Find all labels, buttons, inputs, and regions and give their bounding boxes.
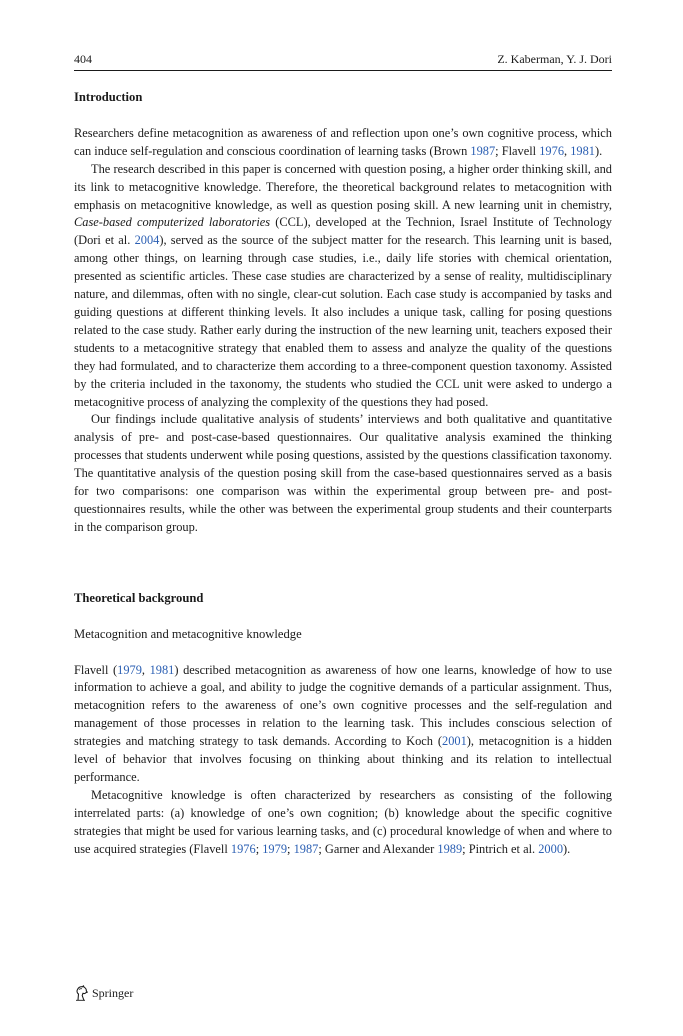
theory-paragraph-2 bbox=[74, 787, 612, 859]
citation-link[interactable]: 1989 bbox=[437, 841, 463, 856]
intro-paragraph-3 bbox=[74, 411, 612, 536]
text-run: ) described metacognition as awareness of how one learns, knowledge of how to use information to achieve a goal, and ability to judge the cognitive demands of a particular assignment. Thus, metacognition refers to the awareness of one’s own cognitive processes and the self-regulation and management of those processes in relation to the learning task. This includes conscious selection of strategies and matching strategy to task demands. According to Koch ( bbox=[74, 662, 613, 749]
citation-link[interactable]: 1976 bbox=[230, 841, 256, 856]
section-heading-theoretical-background: Theoretical background bbox=[74, 590, 204, 605]
intro-paragraph-1 bbox=[74, 125, 612, 161]
text-run: Our findings include qualitative analysis of students’ interviews and both qualitative and quantitative analysis of pre- and post-case-based questionnaires. Our qualitative analysis examined the thinking processes that students underwent while posing questions, assisted by the questions classification taxonomy. The quantitative analysis of the question posing skill from the case-based questionnaires served as a basis for two comparisons: one comparison was within the experimental group between pre- and post-questionnaires results, while the other was between the experimental group students and their counterparts in the comparison group. bbox=[74, 412, 612, 534]
text-run: ; Pintrich et al. bbox=[462, 841, 539, 856]
springer-horse-logo-icon bbox=[74, 985, 89, 1001]
text-run: ). bbox=[595, 143, 603, 158]
text-run: ; Garner and Alexander bbox=[318, 841, 438, 856]
subsection-heading-metacognition: Metacognition and metacognitive knowledge bbox=[74, 626, 302, 641]
text-run: Researchers define metacognition as awareness of and reflection upon one’s own cognitive process, which can induce self-regulation and conscious coordination of learning tasks (Brown bbox=[74, 125, 612, 158]
intro-paragraph-2 bbox=[74, 161, 612, 412]
text-run: Metacognitive knowledge is often characterized by researchers as consisting of the following interrelated parts: (a) knowledge of one’s own cognition; (b) knowledge about the specific cognitive strategies that might be used for various learning tasks, and (c) procedural knowledge of when and where to use acquired strategies (Flavell bbox=[74, 787, 612, 856]
citation-link[interactable]: 2001 bbox=[442, 734, 467, 749]
running-head bbox=[74, 52, 612, 70]
section-heading-introduction: Introduction bbox=[74, 90, 143, 104]
citation-link[interactable]: 1979 bbox=[117, 662, 142, 677]
citation-link[interactable]: 1981 bbox=[149, 662, 175, 677]
page-number: 404 bbox=[74, 52, 92, 66]
text-run: ), served as the source of the subject matter for the research. This learning unit is based, among other things, on learning through case studies, i.e., daily life stories with chemical orientation, presented as scientific articles. These case studies are characterized by a sense of reality, multidisciplinary nature, and dilemmas, often with no single, clear-cut solution. Each case study is accompanied by tasks and guiding questions at different thinking levels. It also includes a unique task, calling for posing questions related to the case study. Rather early during the instruction of the new learning unit, teachers exposed their students to a metacognitive strategy that enabled them to assess and analyze the quality of the questions they had formulated, and to characterize them according to a three-component question taxonomy. Assisted by the criteria included in the taxonomy, the students who studied the CCL unit were asked to undergo a metacognitive process of analyzing the complexity of the questions they had posed. bbox=[74, 233, 612, 409]
italic-term: Case-based computerized laboratories bbox=[74, 215, 271, 230]
citation-link[interactable]: 1981 bbox=[570, 143, 595, 158]
citation-link[interactable]: 2000 bbox=[538, 841, 564, 856]
publisher-name: Springer bbox=[92, 985, 134, 1000]
running-head-authors: Z. Kaberman, Y. J. Dori bbox=[497, 52, 612, 66]
text-run: (CCL), developed at the Technion, Israel Institute of Technology (Dori et al. bbox=[74, 215, 612, 248]
article-body bbox=[74, 89, 612, 859]
citation-link[interactable]: 1976 bbox=[539, 143, 565, 158]
text-run: ), metacognition is a hidden level of behavior that involves focusing on thinking about thinking and its relation to intellectual performance. bbox=[74, 734, 612, 784]
text-run: Flavell ( bbox=[74, 662, 118, 677]
text-run: The research described in this paper is concerned with question posing, a higher order thinking skill, and its link to metacognitive knowledge. Therefore, the theoretical background relates to metacognition with emphasis on metacognitive knowledge, as well as question posing skill. A new learning unit in chemistry, bbox=[74, 161, 612, 212]
text-run: ; bbox=[255, 841, 263, 856]
citation-link[interactable]: 2004 bbox=[134, 233, 160, 248]
header-rule bbox=[74, 70, 612, 71]
citation-link[interactable]: 1979 bbox=[262, 841, 288, 856]
citation-link[interactable]: 1987 bbox=[293, 841, 319, 856]
text-run: , bbox=[564, 143, 571, 158]
theory-paragraph-1 bbox=[74, 662, 612, 787]
text-run: ; Flavell bbox=[495, 143, 540, 158]
publisher-footer bbox=[74, 983, 133, 1003]
text-run: , bbox=[141, 662, 150, 677]
text-run: ; bbox=[287, 841, 294, 856]
text-run: ). bbox=[563, 841, 571, 856]
citation-link[interactable]: 1987 bbox=[470, 143, 496, 158]
